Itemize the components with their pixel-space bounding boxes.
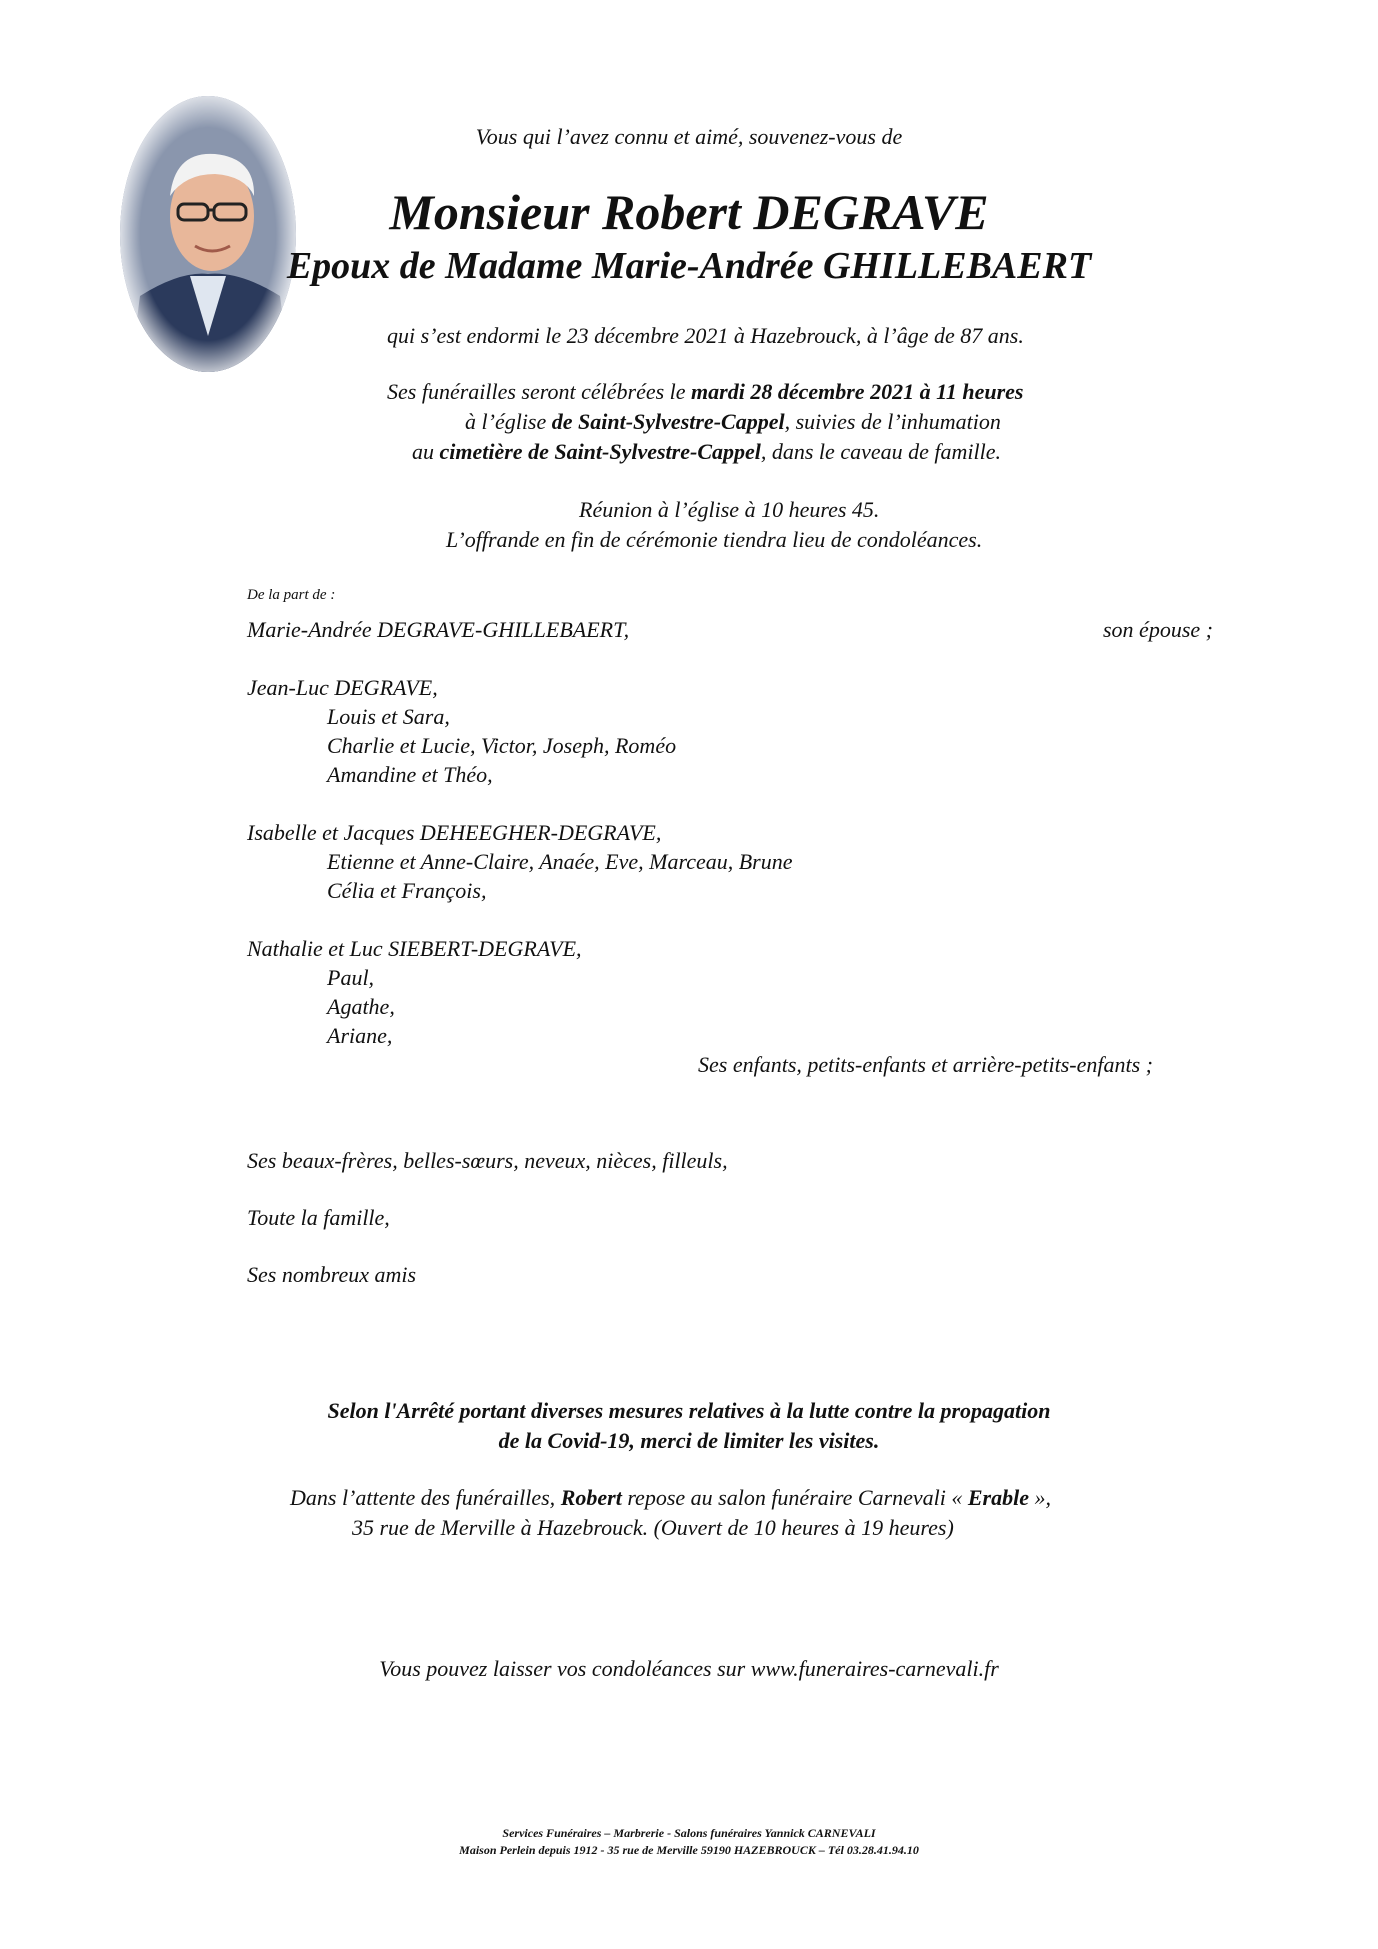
children-role: Ses enfants, petits-enfants et arrière-petits-enfants ; (698, 1052, 1153, 1077)
covid-line-2: de la Covid-19, merci de limiter les visites. (498, 1428, 880, 1453)
child3-name: Nathalie et Luc SIEBERT-DEGRAVE, (247, 936, 582, 961)
family-line: Toute la famille, (247, 1205, 390, 1230)
wife-role: son épouse ; (1103, 617, 1213, 642)
child2-name: Isabelle et Jacques DEHEEGHER-DEGRAVE, (247, 820, 662, 845)
grandchild-line: Charlie et Lucie, Victor, Joseph, Roméo (327, 733, 677, 758)
grandchild-line: Etienne et Anne-Claire, Anaée, Eve, Marceau, Brune (327, 849, 793, 874)
covid-line-1: Selon l'Arrêté portant diverses mesures relatives à la lutte contre la propagation (327, 1398, 1051, 1423)
grandchild-line: Paul, (327, 965, 375, 990)
rest-line-2: 35 rue de Merville à Hazebrouck. (Ouvert de 10 heures à 19 heures) (352, 1515, 954, 1540)
wife-name: Marie-Andrée DEGRAVE-GHILLEBAERT, (247, 617, 630, 642)
death-line: qui s’est endormi le 23 décembre 2021 à Hazebrouck, à l’âge de 87 ans. (387, 323, 1024, 348)
grandchild-line: Agathe, (327, 994, 395, 1019)
inlaws-line: Ses beaux-frères, belles-sœurs, neveux, nièces, filleuls, (247, 1148, 728, 1173)
grandchild-line: Amandine et Théo, (327, 762, 493, 787)
funeral-line-2: à l’église de Saint-Sylvestre-Cappel, suivies de l’inhumation (465, 409, 1001, 434)
footer-line-1: Services Funéraires – Marbrerie - Salons funéraires Yannick CARNEVALI (502, 1826, 876, 1840)
grandchild-line: Ariane, (327, 1023, 393, 1048)
funeral-line-1: Ses funérailles seront célébrées le mardi 28 décembre 2021 à 11 heures (387, 379, 1024, 404)
meeting-line: Réunion à l’église à 10 heures 45. (579, 497, 880, 522)
grandchild-line: Célia et François, (327, 878, 487, 903)
friends-line: Ses nombreux amis (247, 1262, 417, 1287)
rest-line-1: Dans l’attente des funérailles, Robert repose au salon funéraire Carnevali « Erable », (290, 1485, 1051, 1510)
funeral-line-3: au cimetière de Saint-Sylvestre-Cappel, dans le caveau de famille. (412, 439, 1001, 464)
offering-line: L’offrande en fin de cérémonie tiendra lieu de condoléances. (446, 527, 983, 552)
condolences-line: Vous pouvez laisser vos condoléances sur www.funeraires-carnevali.fr (379, 1656, 999, 1681)
from-label: De la part de : (247, 587, 336, 603)
spouse-line: Epoux de Madame Marie-Andrée GHILLEBAERT (286, 245, 1092, 287)
footer-line-2: Maison Perlein depuis 1912 - 35 rue de Merville 59190 HAZEBROUCK – Tél 03.28.41.94.10 (459, 1843, 919, 1857)
deceased-name: Monsieur Robert DEGRAVE (389, 184, 989, 240)
grandchild-line: Louis et Sara, (327, 704, 450, 729)
child1-name: Jean-Luc DEGRAVE, (247, 675, 438, 700)
intro-text: Vous qui l’avez connu et aimé, souvenez-vous de (475, 124, 903, 149)
